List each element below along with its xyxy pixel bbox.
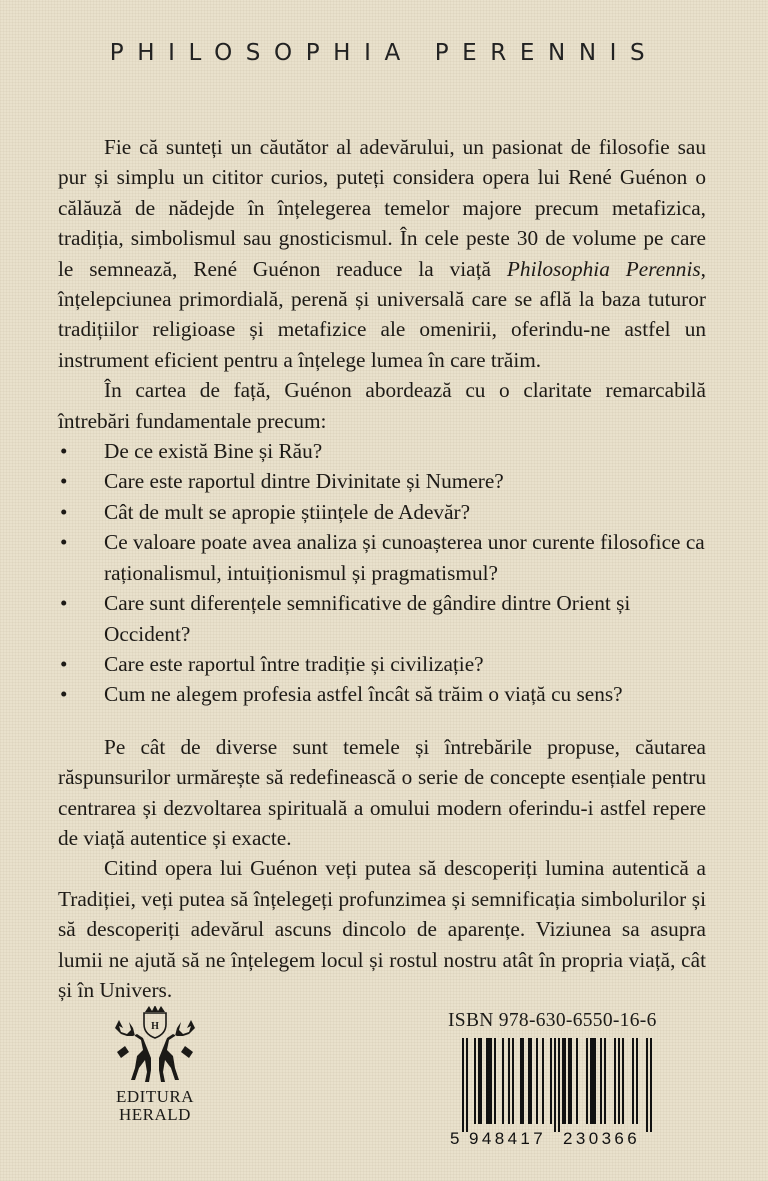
barcode-bar: [474, 1038, 476, 1124]
barcode-bar: [488, 1038, 490, 1124]
barcode-bar: [508, 1038, 510, 1124]
barcode-bar: [542, 1038, 544, 1124]
bullet-icon: •: [60, 469, 68, 494]
barcode-bar: [604, 1038, 606, 1124]
barcode-bar: [622, 1038, 624, 1124]
barcode-bar: [618, 1038, 620, 1124]
barcode-bar: [646, 1038, 648, 1132]
list-item: [58, 649, 706, 679]
barcode-bar: [550, 1038, 552, 1124]
barcode-bar: [586, 1038, 588, 1124]
publisher-name: [100, 1088, 210, 1124]
barcode-bar: [502, 1038, 504, 1124]
barcode: [448, 1038, 654, 1150]
publisher-line-editura: EDITURA: [115, 1087, 195, 1106]
publisher-line-herald: HERALD: [119, 1105, 191, 1124]
two-rampant-stags-with-crowned-shield-icon: [107, 1006, 203, 1084]
back-cover-text: [58, 132, 706, 1005]
list-item: [58, 588, 706, 649]
barcode-bar: [512, 1038, 514, 1124]
question-text: Care este raportul dintre Divinitate și Numere?: [104, 469, 504, 494]
barcode-bar: [594, 1038, 596, 1124]
barcode-bar: [528, 1038, 530, 1124]
barcode-right-digits: 230366: [563, 1129, 641, 1148]
barcode-bar: [478, 1038, 480, 1124]
barcode-bar: [554, 1038, 556, 1132]
barcode-bar: [592, 1038, 594, 1124]
bullet-icon: •: [60, 651, 68, 676]
barcode-bar: [590, 1038, 592, 1124]
list-item: [58, 436, 706, 466]
question-text: Care este raportul între tradiție și civilizație?: [104, 651, 484, 676]
bullet-icon: •: [60, 530, 68, 555]
question-text: Ce valoare poate avea analiza și cunoașterea unor curente filosofice ca raționalismul, intuiționismul și pragmatismul?: [104, 530, 705, 585]
publisher-logo: [100, 1006, 210, 1124]
bullet-icon: •: [60, 682, 68, 707]
series-title: PHILOSOPHIA PERENNIS: [109, 40, 659, 66]
paragraph-three: Pe cât de diverse sunt temele și întrebările propuse, căutarea răspunsurilor urmărește să redefinească o serie de concepte esențiale pentru centrarea și dezvoltarea spirituală a omului modern oferindu-i astfel repere de viață autentice și exacte.: [58, 734, 706, 850]
list-item: [58, 679, 706, 709]
question-text: Care sunt diferențele semnificative de gândire dintre Orient și Occident?: [104, 591, 631, 646]
question-text: De ce există Bine și Rău?: [104, 439, 323, 464]
barcode-bar: [650, 1038, 652, 1132]
list-item: [58, 527, 706, 588]
barcode-bar: [562, 1038, 564, 1124]
barcode-bar: [480, 1038, 482, 1124]
question-text: Cât de mult se apropie științele de Adevăr?: [104, 499, 471, 524]
bullet-icon: •: [60, 439, 68, 464]
barcode-bar: [614, 1038, 616, 1124]
barcode-bar: [520, 1038, 522, 1124]
isbn-block: [448, 1010, 657, 1150]
shield-monogram: H: [151, 1021, 159, 1032]
barcode-bar: [462, 1038, 464, 1132]
barcode-bar: [466, 1038, 468, 1132]
intro-paragraph: [58, 132, 706, 375]
barcode-bar: [522, 1038, 524, 1124]
list-item: [58, 497, 706, 527]
paragraph-four: Citind opera lui Guénon veți putea să descoperiți lumina autentică a Tradiției, veți putea să înțelegeți profunzimea și semnificația simbolurilor și să descoperiți adevărul ascuns dincolo de aparențe. Viziunea sa asupra lumii ne ajută să ne înțelegem locul și rostul nostru atât în propria viață, cât și în Univers.: [58, 856, 706, 1002]
barcode-bar: [564, 1038, 566, 1124]
bullet-icon: •: [60, 499, 68, 524]
barcode-bar: [632, 1038, 634, 1124]
intro-italic-title: Philosophia Perennis: [506, 256, 701, 281]
isbn-label: ISBN 978-630-6550-16-6: [448, 1010, 657, 1031]
barcode-bar: [576, 1038, 578, 1124]
intro-text-start: Fie că sunteți un căutător al adevărului, un pasionat de filosofie sau pur și simplu un cititor curios, puteți considera opera lui René Guénon o călăuză de nădejde în înțelegerea temelor majore precum metafizica, tradiția, simbolismul sau gnosticismul. În cele peste 30 de volume pe care le semnează, René Guénon readuce la viață: [58, 135, 706, 281]
barcode-bar: [600, 1038, 602, 1124]
barcode-bar: [570, 1038, 572, 1124]
barcode-bar: [490, 1038, 492, 1124]
barcode-first-digit: 5: [450, 1129, 463, 1148]
barcode-bar: [568, 1038, 570, 1124]
intro-text-end: , înțelepciunea primordială, perenă și universală care se află la baza tuturor tradițiilor religioase și metafizice ale omenirii, oferindu-ne astfel un instrument eficient pentru a înțelege lumea în care trăim.: [58, 256, 706, 372]
lead-paragraph: În cartea de față, Guénon abordează cu o claritate remarcabilă întrebări fundamentale precum:: [58, 378, 706, 433]
barcode-bar: [636, 1038, 638, 1124]
bullet-icon: •: [60, 591, 68, 616]
barcode-bar: [486, 1038, 488, 1124]
list-item: [58, 466, 706, 496]
barcode-bar: [536, 1038, 538, 1124]
barcode-left-digits: 948417: [469, 1129, 547, 1148]
barcode-bar: [530, 1038, 532, 1124]
barcode-bar: [558, 1038, 560, 1132]
question-text: Cum ne alegem profesia astfel încât să trăim o viață cu sens?: [104, 682, 623, 707]
question-list: [58, 436, 706, 710]
barcode-bar: [494, 1038, 496, 1124]
